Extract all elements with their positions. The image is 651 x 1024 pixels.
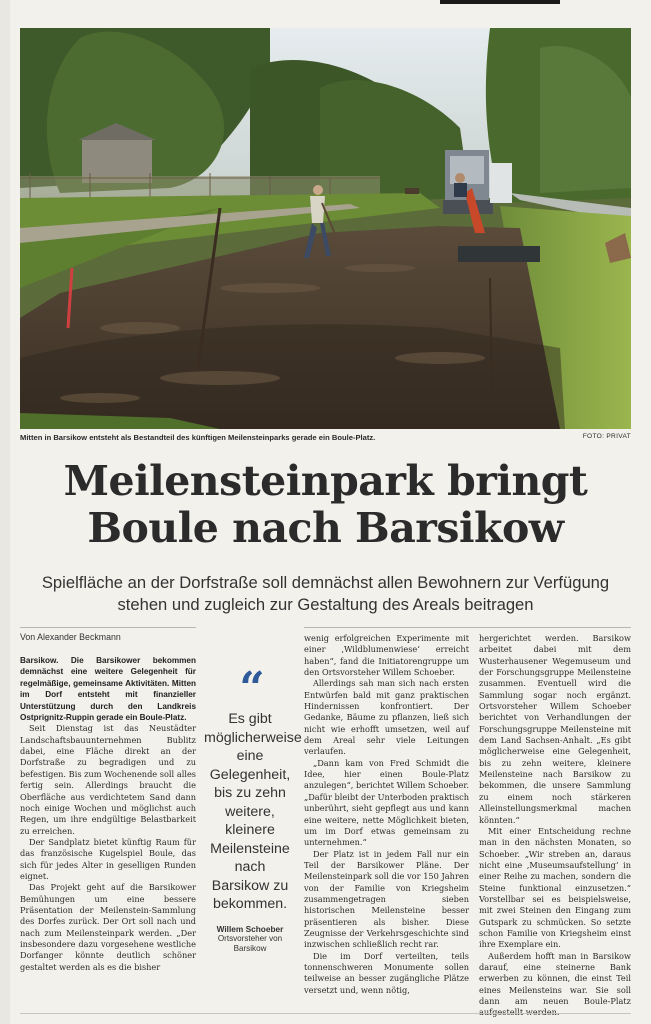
headline-line-2: Boule nach Barsikow — [87, 504, 564, 552]
paragraph: „Dann kam von Fred Schmidt die Idee, hier einen Boule-Platz anzulegen“, berichtet Willem Schoeber. „Dafür bleibt der Unterboden praktisch unberührt, sieht gepflegt aus und kann eine weitere, nette Möglichkeit bieten, um im Dorf etwas gemeinsam zu unternehmen.“ — [304, 757, 469, 848]
byline-rule — [20, 627, 196, 628]
quote-author: Willem Schoeber — [216, 923, 284, 934]
paragraph: Der Sandplatz bietet künftig Raum für das französische Kugelspiel Boule, das sich für jedes Alter in geselligen Runden eignet. — [20, 836, 196, 881]
paragraph: Seit Dienstag ist das Neustädter Landschaftsbauunternehmen Bublitz dabei, eine Fläche direkt an der Dorfstraße zu begradigen und zu befestigen. Bis zum Wochenende soll alles fertig sein. Allerdings braucht die Oberfläche aus verdichtetem Sand dann noch einige Wochen und möglichst auch Regen, um ihre endgültige Belastbarkeit zu erreichen. — [20, 723, 196, 836]
paragraph: wenig erfolgreichen Experimente mit einer ‚Wildblumenwiese‘ erreicht haben“, fand die Initiatorengruppe um den Ortsvorsteher Willem Schoeber. — [304, 633, 469, 678]
dateline-city: Barsikow. — [20, 656, 59, 665]
quote-text: Es gibt möglicherweise eine Gelegenheit, bis zu zehn weitere, kleinere Meilensteine nach Barsikow zu bekommen. — [204, 711, 302, 912]
pull-quote — [204, 663, 302, 954]
headline — [20, 458, 631, 552]
column-rule — [304, 627, 631, 628]
article-column-1 — [20, 655, 196, 973]
lead-text: Die Barsikower bekommen demnächst eine weitere Gelegenheit für regelmäßige, gemeinsame Aktivitäten. Mitten im Dorf entsteht mit finanzieller Unterstützung durch den Landkreis Ostprignitz-Ruppin gerade ein Boule-Platz. — [20, 656, 196, 723]
page-edge — [0, 0, 10, 1024]
byline: Von Alexander Beckmann — [20, 632, 121, 642]
paragraph: Allerdings sah man sich nach ersten Entwürfen bald mit ganz praktischen Hindernissen konfrontiert. Der Gedanke, Bäume zu pflanzen, ließ sich nicht wie erhofft umsetzen, weil auf dem Areal sehr viele Leitungen verlaufen. — [304, 678, 469, 757]
article-column-2 — [304, 633, 469, 996]
bottom-rule — [20, 1013, 631, 1014]
paragraph: Die im Dorf verteilten, teils tonnenschweren Monumente sollen teilweise an besser zugängliche Plätze versetzt und, wenn nötig, — [304, 950, 469, 995]
article-lead — [20, 655, 196, 723]
paragraph: hergerichtet werden. Barsikow arbeitet dabei mit dem Wusterhausener Wegemuseum und der Forschungsgruppe Meilensteine zusammen. Eventuell wird die Sammlung sogar noch ergänzt. Ortsvorsteher Willem Schoeber berichtet von Verhandlungen der Forschungsgruppe Meilensteine mit dem Land Sachsen-Anhalt. „Es gibt möglicherweise eine Gelegenheit, bis zu zehn weitere, kleinere Meilensteine nach Barsikow zu bekommen, die unsere Sammlung zu einem noch stärkeren Alleinstellungsmerkmal machen könnten.“ — [479, 633, 631, 825]
photo-caption: Mitten in Barsikow entsteht als Bestandteil des künftigen Meilensteinparks gerade ein Boule-Platz. — [20, 433, 376, 442]
article-column-3 — [479, 633, 631, 1019]
subheadline: Spielfläche an der Dorfstraße soll demnächst allen Bewohnern zur Verfügung stehen und zugleich zur Gestaltung des Areals beitragen — [41, 573, 610, 614]
headline-line-1: Meilensteinpark bringt — [63, 457, 588, 505]
article-photo — [20, 28, 631, 429]
paragraph: Mit einer Entscheidung rechne man in den nächsten Monaten, so Schoeber. „Wir streben an, daraus nicht eine ‚Museumsaufstellung‘ in einer Reihe zu machen, sondern die Steine funktional einzusetzen.“ Vorstellbar sei es beispielsweise, mit zwei Steinen den Eingang zum Gutspark zu schmücken. So setzte schon Familie von Kriegsheim einst ihre Exemplare ein. — [479, 825, 631, 950]
paragraph: Außerdem hofft man in Barsikow darauf, eine steinerne Bank erwerben zu können, die einst Teil eines Meilensteins war. Sie soll dann am neuen Boule-Platz — [479, 950, 631, 1006]
quote-role: Ortsvorsteher von Barsikow — [217, 933, 283, 953]
top-rule — [440, 0, 560, 4]
quote-mark-icon: “ — [239, 663, 261, 714]
photo-caption-row — [20, 431, 631, 447]
photo-credit: FOTO: PRIVAT — [582, 433, 631, 440]
paragraph: Der Platz ist in jedem Fall nur ein Teil der Barsikower Pläne. Der Meilensteinpark soll die vor 150 Jahren von der Familie von Kriegsheim zusammengetragen sieben historischen Meilensteine besser präsentieren als bisher. Diese Zeugnisse der Verkehrsgeschichte sind inzwischen schließlich recht rar. — [304, 848, 469, 950]
paragraph: Das Projekt geht auf die Barsikower Bemühungen um eine bessere Präsentation der Meilenstein-Sammlung des Dorfes zurück. Der Ort soll nach und nach zum Meilensteinpark werden. „Der insbesondere dazu vorgesehene westliche Dorfanger könnte deutlich schöner gestaltet werden als es die bisher — [20, 882, 196, 972]
